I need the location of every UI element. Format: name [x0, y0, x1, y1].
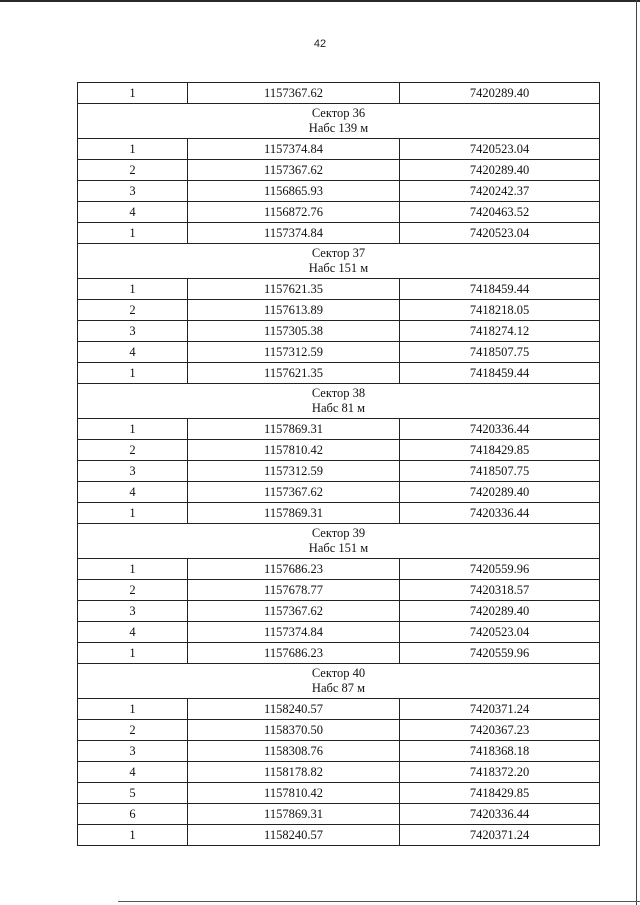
point-number-cell: 1	[78, 559, 188, 580]
sector-title: Сектор 39	[311, 526, 366, 540]
y-coordinate-cell: 7420242.37	[400, 181, 600, 202]
table-row	[78, 720, 600, 741]
table-row	[78, 741, 600, 762]
y-coordinate-cell: 7418507.75	[400, 342, 600, 363]
point-number-cell: 1	[78, 643, 188, 664]
x-coordinate-cell: 1157367.62	[188, 601, 400, 622]
sector-header-cell	[78, 104, 600, 139]
x-coordinate-cell: 1157621.35	[188, 363, 400, 384]
x-coordinate-cell: 1157869.31	[188, 503, 400, 524]
table-row	[78, 825, 600, 846]
sector-header-row	[78, 664, 600, 699]
scan-edge-right	[636, 0, 637, 905]
table-row	[78, 559, 600, 580]
x-coordinate-cell: 1158370.50	[188, 720, 400, 741]
sector-altitude: Набс 87 м	[311, 681, 366, 695]
table-row	[78, 342, 600, 363]
scan-edge-bottom	[118, 901, 640, 902]
x-coordinate-cell: 1157686.23	[188, 643, 400, 664]
y-coordinate-cell: 7420289.40	[400, 601, 600, 622]
point-number-cell: 6	[78, 804, 188, 825]
x-coordinate-cell: 1158240.57	[188, 699, 400, 720]
sector-altitude: Набс 151 м	[308, 541, 369, 555]
point-number-cell: 4	[78, 622, 188, 643]
x-coordinate-cell: 1158178.82	[188, 762, 400, 783]
table-row	[78, 601, 600, 622]
y-coordinate-cell: 7420318.57	[400, 580, 600, 601]
point-number-cell: 3	[78, 741, 188, 762]
sector-header-cell	[78, 384, 600, 419]
y-coordinate-cell: 7418429.85	[400, 440, 600, 461]
coordinates-table-body	[78, 83, 600, 846]
table-row	[78, 643, 600, 664]
point-number-cell: 1	[78, 83, 188, 104]
point-number-cell: 1	[78, 503, 188, 524]
y-coordinate-cell: 7420371.24	[400, 825, 600, 846]
sector-header-row	[78, 524, 600, 559]
page-number: 42	[313, 38, 327, 50]
table-row	[78, 482, 600, 503]
sector-altitude: Набс 139 м	[308, 121, 369, 135]
point-number-cell: 2	[78, 580, 188, 601]
y-coordinate-cell: 7418218.05	[400, 300, 600, 321]
point-number-cell: 3	[78, 601, 188, 622]
sector-title: Сектор 37	[311, 246, 366, 260]
point-number-cell: 4	[78, 482, 188, 503]
y-coordinate-cell: 7420559.96	[400, 643, 600, 664]
x-coordinate-cell: 1157367.62	[188, 160, 400, 181]
point-number-cell: 2	[78, 440, 188, 461]
point-number-cell: 3	[78, 461, 188, 482]
table-row	[78, 804, 600, 825]
sector-header-cell	[78, 244, 600, 279]
point-number-cell: 4	[78, 762, 188, 783]
point-number-cell: 5	[78, 783, 188, 804]
y-coordinate-cell: 7420289.40	[400, 482, 600, 503]
sector-altitude: Набс 151 м	[308, 261, 369, 275]
x-coordinate-cell: 1157374.84	[188, 139, 400, 160]
y-coordinate-cell: 7420336.44	[400, 419, 600, 440]
y-coordinate-cell: 7420463.52	[400, 202, 600, 223]
table-row	[78, 181, 600, 202]
sector-header-row	[78, 244, 600, 279]
y-coordinate-cell: 7420336.44	[400, 503, 600, 524]
y-coordinate-cell: 7418459.44	[400, 279, 600, 300]
point-number-cell: 3	[78, 321, 188, 342]
y-coordinate-cell: 7418274.12	[400, 321, 600, 342]
x-coordinate-cell: 1157810.42	[188, 783, 400, 804]
table-row	[78, 160, 600, 181]
x-coordinate-cell: 1157374.84	[188, 223, 400, 244]
sector-header-cell	[78, 524, 600, 559]
x-coordinate-cell: 1156872.76	[188, 202, 400, 223]
table-row	[78, 622, 600, 643]
table-row	[78, 580, 600, 601]
y-coordinate-cell: 7420523.04	[400, 223, 600, 244]
y-coordinate-cell: 7420559.96	[400, 559, 600, 580]
x-coordinate-cell: 1157312.59	[188, 461, 400, 482]
table-row	[78, 83, 600, 104]
sector-header-row	[78, 104, 600, 139]
table-row	[78, 139, 600, 160]
x-coordinate-cell: 1157613.89	[188, 300, 400, 321]
table-row	[78, 363, 600, 384]
sector-title: Сектор 36	[311, 106, 366, 120]
point-number-cell: 3	[78, 181, 188, 202]
scan-edge-top	[0, 0, 640, 2]
x-coordinate-cell: 1157305.38	[188, 321, 400, 342]
point-number-cell: 4	[78, 342, 188, 363]
table-row	[78, 699, 600, 720]
y-coordinate-cell: 7420523.04	[400, 622, 600, 643]
x-coordinate-cell: 1157678.77	[188, 580, 400, 601]
x-coordinate-cell: 1158240.57	[188, 825, 400, 846]
x-coordinate-cell: 1157869.31	[188, 419, 400, 440]
x-coordinate-cell: 1156865.93	[188, 181, 400, 202]
table-row	[78, 279, 600, 300]
y-coordinate-cell: 7420523.04	[400, 139, 600, 160]
table-row	[78, 762, 600, 783]
coordinates-table	[77, 82, 600, 846]
x-coordinate-cell: 1157869.31	[188, 804, 400, 825]
x-coordinate-cell: 1157367.62	[188, 482, 400, 503]
x-coordinate-cell: 1157686.23	[188, 559, 400, 580]
point-number-cell: 2	[78, 160, 188, 181]
table-row	[78, 202, 600, 223]
point-number-cell: 1	[78, 223, 188, 244]
y-coordinate-cell: 7418368.18	[400, 741, 600, 762]
x-coordinate-cell: 1157312.59	[188, 342, 400, 363]
sector-title: Сектор 38	[311, 386, 366, 400]
point-number-cell: 1	[78, 279, 188, 300]
table-row	[78, 783, 600, 804]
y-coordinate-cell: 7420289.40	[400, 160, 600, 181]
sector-header-row	[78, 384, 600, 419]
y-coordinate-cell: 7420371.24	[400, 699, 600, 720]
point-number-cell: 2	[78, 300, 188, 321]
y-coordinate-cell: 7420289.40	[400, 83, 600, 104]
sector-altitude: Набс 81 м	[311, 401, 366, 415]
table-row	[78, 321, 600, 342]
point-number-cell: 1	[78, 699, 188, 720]
table-row	[78, 503, 600, 524]
y-coordinate-cell: 7418372.20	[400, 762, 600, 783]
point-number-cell: 2	[78, 720, 188, 741]
table-row	[78, 300, 600, 321]
table-row	[78, 223, 600, 244]
x-coordinate-cell: 1157367.62	[188, 83, 400, 104]
table-row	[78, 419, 600, 440]
y-coordinate-cell: 7420336.44	[400, 804, 600, 825]
point-number-cell: 1	[78, 363, 188, 384]
y-coordinate-cell: 7418507.75	[400, 461, 600, 482]
y-coordinate-cell: 7418459.44	[400, 363, 600, 384]
y-coordinate-cell: 7418429.85	[400, 783, 600, 804]
x-coordinate-cell: 1157810.42	[188, 440, 400, 461]
x-coordinate-cell: 1157621.35	[188, 279, 400, 300]
point-number-cell: 1	[78, 419, 188, 440]
point-number-cell: 1	[78, 139, 188, 160]
sector-title: Сектор 40	[311, 666, 366, 680]
table-row	[78, 461, 600, 482]
x-coordinate-cell: 1157374.84	[188, 622, 400, 643]
point-number-cell: 4	[78, 202, 188, 223]
y-coordinate-cell: 7420367.23	[400, 720, 600, 741]
sector-header-cell	[78, 664, 600, 699]
x-coordinate-cell: 1158308.76	[188, 741, 400, 762]
table-row	[78, 440, 600, 461]
point-number-cell: 1	[78, 825, 188, 846]
